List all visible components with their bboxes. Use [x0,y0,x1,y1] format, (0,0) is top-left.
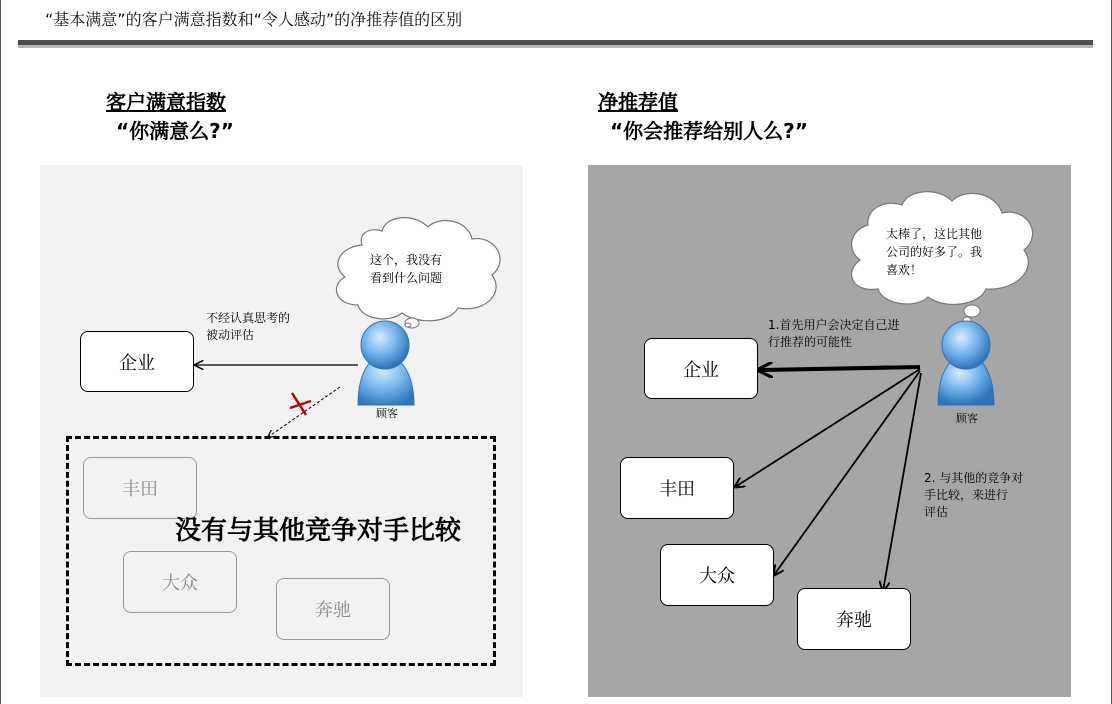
csi-panel [40,165,523,697]
left-question: “你满意么?” [116,119,234,143]
right-heading-block [598,86,808,144]
customer-person-icon [358,321,414,405]
nps-step2-note: 2. 与其他的竞争对 手比较，来进行 评估 [924,471,1024,519]
frame-left-border [0,0,1,704]
csi-bubble-text: 这个，我没有 看到什么问题 [370,253,443,285]
customer-person-icon [938,321,994,405]
header-rule-shadow [18,45,1093,48]
csi-competitor-benz: 奔驰 [276,578,390,640]
nps-competitor-toyota: 丰田 [620,457,734,519]
nps-arrow-to-vw [774,371,920,575]
right-heading: 净推荐值 [598,90,678,114]
nps-panel [588,165,1071,697]
nps-bubble-text: 太棒了，这比其他 公司的好多了。我 喜欢！ [886,227,983,277]
nps-competitor-benz: 奔驰 [797,588,911,650]
right-question: “你会推荐给别人么?” [610,119,808,143]
nps-arrow-to-company [760,367,920,370]
left-heading: 客户满意指数 [106,90,226,114]
csi-person-label: 顾客 [376,407,398,420]
csi-arrow-note: 不经认真思考的 被动评估 [206,311,291,342]
csi-competitor-vw: 大众 [123,551,237,613]
nps-company-box: 企业 [644,338,758,399]
csi-no-comparison-note: 没有与其他竞争对手比较 [175,516,462,546]
rejected-x-mark [290,393,311,415]
csi-competitor-toyota: 丰田 [83,457,197,519]
nps-step1-note: 1.首先用户会决定自己进 行推荐的可能性 [768,318,900,349]
nps-arrow-to-benz [883,373,921,591]
csi-company-box: 企业 [80,331,194,392]
nps-arrow-to-toyota [735,369,920,487]
left-heading-block [106,86,234,144]
nps-competitor-vw: 大众 [660,544,774,606]
page-title: “基本满意”的客户满意指数和“令人感动”的净推荐值的区别 [45,10,463,29]
nps-person-label: 顾客 [956,412,978,425]
